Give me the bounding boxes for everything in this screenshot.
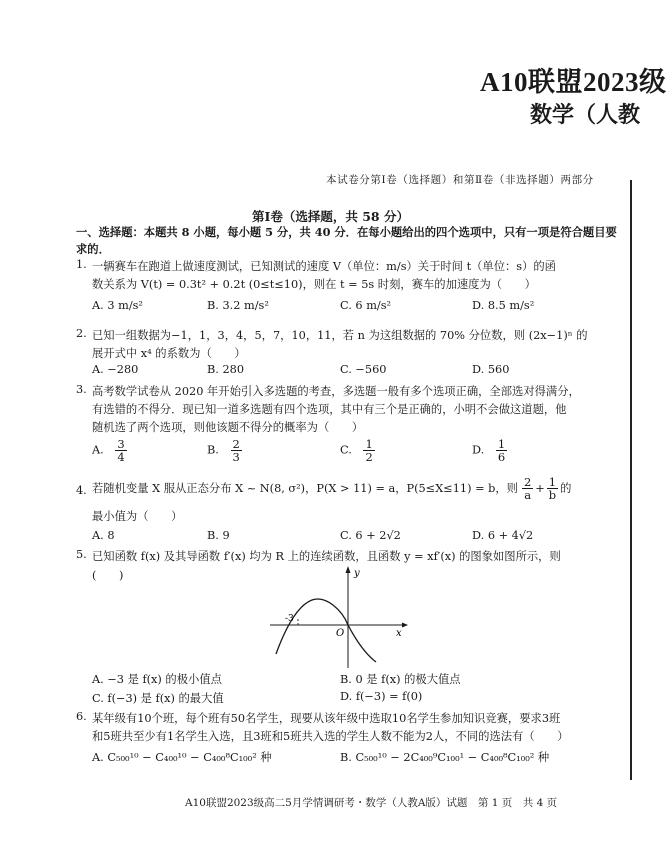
q4-plus: + (535, 482, 545, 495)
q5-graph (262, 562, 412, 672)
q4-fraction-1-over-b: $\frac{1}{b}$ (548, 475, 557, 502)
exam-title-line1: A10联盟2023级 (480, 67, 667, 97)
q4-fraction-2-over-a: $\frac{2}{a}$ (523, 475, 532, 502)
q3-option-d[interactable] (472, 438, 507, 463)
q6-number: 6. (76, 710, 87, 723)
graph-point-label: -3 (285, 614, 294, 624)
q2-number: 2. (76, 327, 87, 340)
q3-option-d-fraction: $\frac{1}{6}$ (497, 437, 506, 464)
q2-option-b[interactable]: B. 280 (207, 363, 245, 376)
q4-option-a[interactable]: A. 8 (92, 529, 115, 542)
q4-line1-text: 若随机变量 X 服从正态分布 X ~ N(8, σ²)，P(X > 11) = a，P(5≤X≤11) = b，则 (92, 482, 518, 495)
q5-line1: 已知函数 f(x) 及其导函数 f′(x) 均为 R 上的连续函数，且函数 y = xf′(x) 的图象如图所示，则 (92, 550, 561, 563)
q3-line2: 有选错的不得分．现已知一道多选题有四个选项，其中有三个是正确的，小明不会做这道题，他 (92, 403, 567, 416)
part1-title: 第Ⅰ卷（选择题，共 58 分） (252, 209, 409, 224)
q1-number: 1. (76, 258, 87, 271)
graph-y-label: y (354, 568, 360, 579)
graph-curve (276, 599, 376, 662)
q6-option-a[interactable]: A. C₅₀₀¹⁰ − C₄₀₀¹⁰ − C₄₀₀⁸C₁₀₀² 种 (92, 751, 272, 764)
q3-option-c[interactable] (340, 438, 375, 463)
q3-option-b[interactable] (207, 438, 242, 463)
q3-number: 3. (76, 383, 87, 396)
q6-option-b[interactable]: B. C₅₀₀¹⁰ − 2C₄₀₀⁹C₁₀₀¹ − C₄₀₀⁸C₁₀₀² 种 (340, 751, 550, 764)
exam-note: 本试卷分第Ⅰ卷（选择题）和第Ⅱ卷（非选择题）两部分 (326, 174, 594, 186)
q5-line2: ( ) (92, 569, 124, 582)
q1-option-d[interactable]: D. 8.5 m/s² (472, 299, 535, 312)
q6-line2: 和5班共至少有1名学生入选，且3班和5班共入选的学生人数不能为2人，不同的选法有（ ） (92, 730, 569, 743)
q1-option-c[interactable]: C. 6 m/s² (340, 299, 392, 312)
graph-x-label: x (396, 628, 402, 639)
q4-option-c[interactable]: C. 6 + 2√2 (340, 529, 401, 542)
q5-option-d[interactable]: D. f(−3) = f(0) (340, 690, 423, 703)
graph-y-arrow (346, 566, 351, 573)
q5-number: 5. (76, 548, 87, 561)
right-margin-rule (630, 180, 632, 780)
graph-origin-label: O (336, 628, 345, 639)
q1-line1: 一辆赛车在跑道上做速度测试，已知测试的速度 V（单位：m/s）关于时间 t（单位：s）的函 (92, 260, 556, 273)
q4-option-d[interactable]: D. 6 + 4√2 (472, 529, 534, 542)
q4-number: 4. (76, 484, 87, 497)
q4-line1-end: 的 (560, 482, 572, 495)
q6-line1: 某年级有10个班，每个班有50名学生，现要从该年级中选取10名学生参加知识竞赛，要求3班 (92, 712, 561, 725)
q3-line1: 高考数学试卷从 2020 年开始引入多选题的考查，多选题一般有多个选项正确，全部选对得满分， (92, 385, 580, 398)
q3-option-a-fraction: $\frac{3}{4}$ (117, 437, 125, 464)
q3-option-c-fraction: $\frac{1}{2}$ (365, 437, 373, 464)
q3-line3: 随机选了两个选项，则他该题不得分的概率为（ ） (92, 421, 364, 434)
q3-option-b-label: B. (207, 443, 219, 457)
q2-option-a[interactable]: A. −280 (92, 363, 139, 376)
page-footer: A10联盟2023级高二5月学情调研考・数学（人教A版）试题 第 1 页 共 4 页 (185, 797, 558, 809)
q3-option-d-label: D. (472, 443, 485, 457)
q2-option-d[interactable]: D. 560 (472, 363, 510, 376)
q2-line2: 展开式中 x⁴ 的系数为（ ） (92, 347, 246, 360)
q5-option-a[interactable]: A. −3 是 f(x) 的极小值点 (92, 673, 222, 686)
q4-option-b[interactable]: B. 9 (207, 529, 230, 542)
q2-line1: 已知一组数据为−1，1，3，4，5，7，10，11，若 n 为这组数据的 70% 分位数，则 (2x−1)ⁿ 的 (92, 329, 588, 342)
q1-line2: 数关系为 V(t) = 0.3t² + 0.2t (0≤t≤10)，则在 t = 5s 时刻，赛车的加速度为（ ） (92, 278, 536, 291)
q4-line1 (92, 476, 571, 501)
q3-option-a-label: A. (92, 443, 104, 457)
q3-option-a[interactable] (92, 438, 127, 463)
q3-option-b-fraction: $\frac{2}{3}$ (232, 437, 240, 464)
graph-x-arrow (402, 623, 408, 628)
q5-option-b[interactable]: B. 0 是 f(x) 的极大值点 (340, 673, 461, 686)
q5-option-c[interactable]: C. f(−3) 是 f(x) 的最大值 (92, 692, 224, 705)
q4-line2: 最小值为（ ） (92, 510, 183, 523)
q1-option-b[interactable]: B. 3.2 m/s² (207, 299, 269, 312)
section1-heading: 一、选择题：本题共 8 小题，每小题 5 分，共 40 分．在每小题给出的四个选项中，只有一项是符合题目要求的． (76, 225, 617, 256)
q1-option-a[interactable]: A. 3 m/s² (92, 299, 143, 312)
exam-title-line2: 数学（人教 (530, 102, 641, 127)
q3-option-c-label: C. (340, 443, 352, 457)
q2-option-c[interactable]: C. −560 (340, 363, 387, 376)
